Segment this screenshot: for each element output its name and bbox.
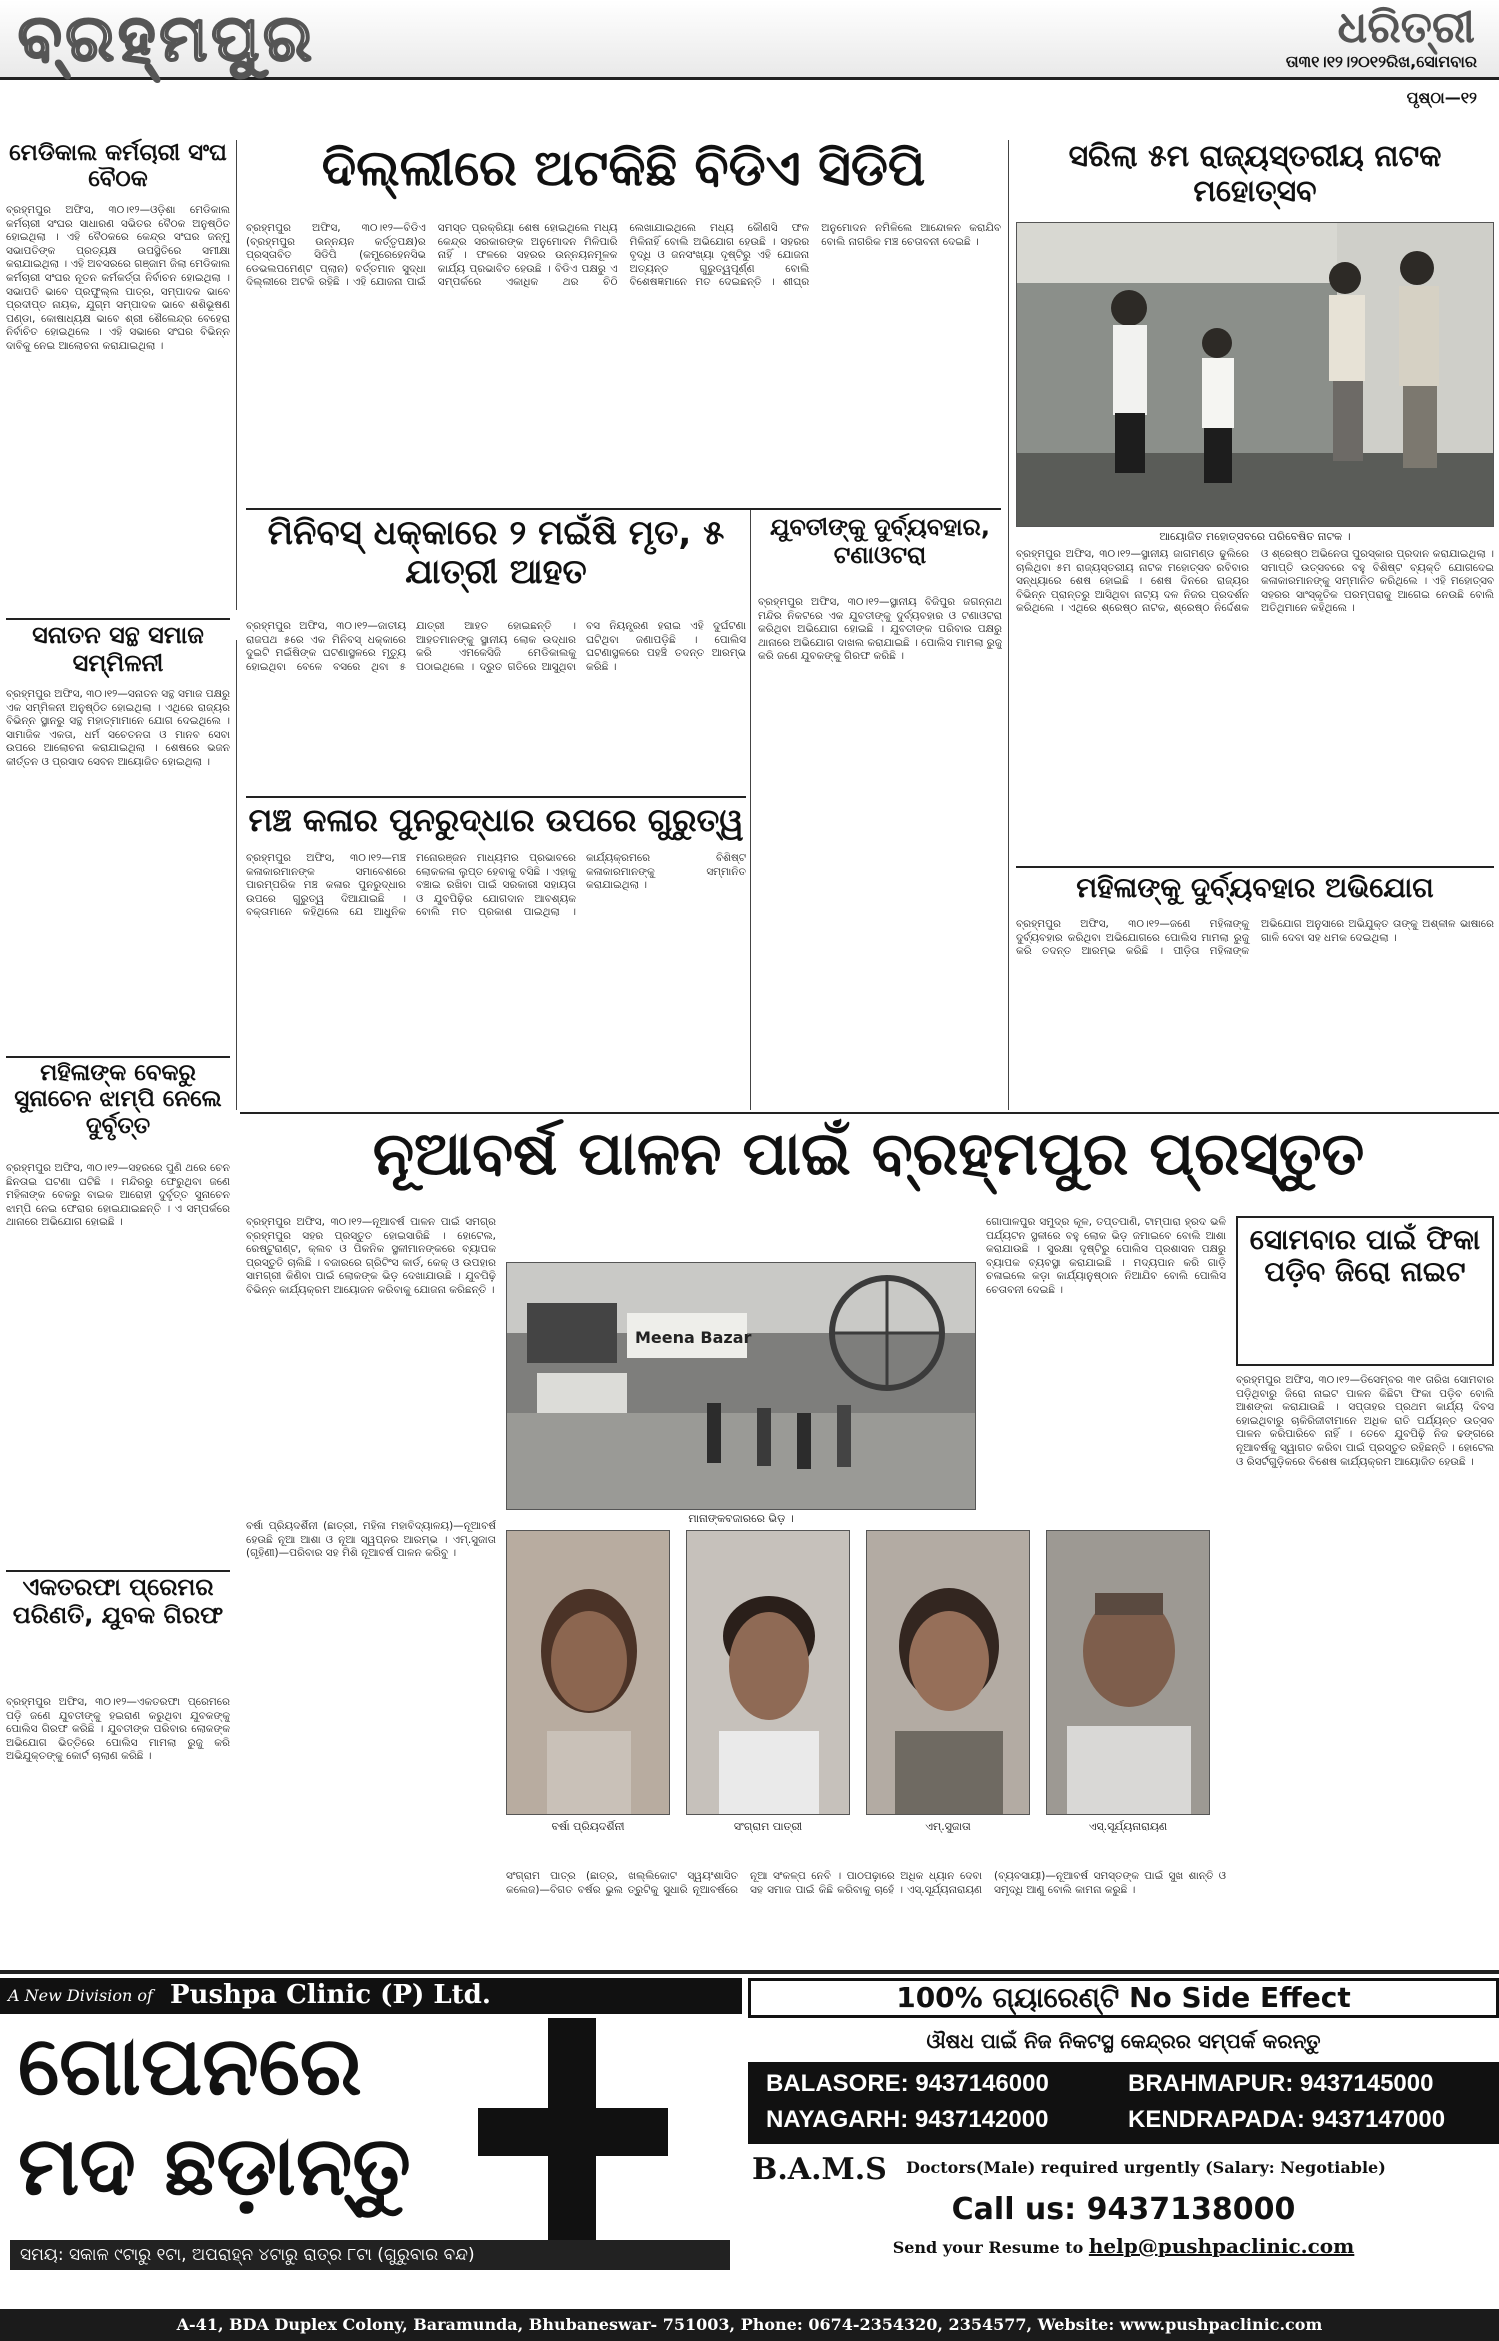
- ad-left-clinic-name: Pushpa Clinic (P) Ltd.: [170, 1980, 491, 2010]
- portrait-caption-2: ସଂଗ୍ରାମ ପାତ୍ରୀ: [733, 1820, 803, 1833]
- market-crowd-photo: [506, 1262, 976, 1510]
- story-zero-night-body: ବ୍ରହ୍ମପୁର ଅଫିସ, ୩୦।୧୨—ଡିସେମ୍ବର ୩୧ ତାରିଖ ସୋମବାର ପଡ଼ିଥିବାରୁ ଜିରୋ ନାଇଟ ପାଳନ କିଛିଟା ଫିକା ପଡ଼ିବ ବୋଲି ଆଶଙ୍କା କରାଯାଉଛି । ସପ୍ତାହର ପ୍ରଥମ କାର୍ଯ୍ୟ ଦିବସ ହୋଇଥିବାରୁ ଚାକିରିଜୀବୀମାନେ ଅଧିକ ରାତି ପର୍ଯ୍ୟନ୍ତ ଉତ୍ସବ ପାଳନ କରିପାରିବେ ନାହିଁ । ତେବେ ଯୁବପିଢ଼ି ନିଜ ଢଙ୍ଗରେ ନୂଆବର୍ଷକୁ ସ୍ୱାଗତ କରିବା ପାଇଁ ପ୍ରସ୍ତୁତ ରହିଛନ୍ତି । ହୋଟେଲ ଓ ରିସର୍ଟଗୁଡ଼ିକରେ ବିଶେଷ କାର୍ଯ୍ୟକ୍ରମ ଆୟୋଜିତ ହେଉଛି ।: [1236, 1374, 1494, 1468]
- story-new-year-body-c: ସଂଗ୍ରାମ ପାତ୍ର (ଛାତ୍ର, ଖଲ୍ଲିକୋଟ ସ୍ୱୟଂଶାସିତ କଲେଜ)—ବିଗତ ବର୍ଷର ଭୁଲ ତ୍ରୁଟିକୁ ସୁଧାରି ନୂଆବର୍ଷରେ ନୂଆ ସଂକଳ୍ପ ନେବି । ପାଠପଢ଼ାରେ ଅଧିକ ଧ୍ୟାନ ଦେବା ସହ ସମାଜ ପାଇଁ କିଛି କରିବାକୁ ଚାହେଁ । ଏସ୍.ସୂର୍ଯ୍ୟନାରାୟଣ (ବ୍ୟବସାୟୀ)—ନୂଆବର୍ଷ ସମସ୍ତଙ୍କ ପାଇଁ ସୁଖ ଶାନ୍ତି ଓ ସମୃଦ୍ଧି ଆଣୁ ବୋଲି କାମନା କରୁଛି ।: [506, 1870, 1226, 1896]
- story-new-year-headline: ନୂଆବର୍ଷ ପାଳନ ପାଇଁ ବ୍ରହ୍ମପୁର ପ୍ରସ୍ତୁତ: [372, 1119, 1365, 1189]
- story-woman-harass-headline: ମହିଳାଙ୍କୁ ଦୁର୍ବ୍ୟବହାର ଅଭିଯୋଗ: [1076, 871, 1434, 904]
- portrait-caption-3: ଏମ୍.ସୁଜାତା: [925, 1820, 971, 1833]
- ad-right-contact-line: ଔଷଧ ପାଇଁ ନିଜ ନିକଟସ୍ଥ କେନ୍ଦ୍ରର ସମ୍ପର୍କ କରନ୍ତୁ: [926, 2029, 1321, 2053]
- story-bda-cdp-body: ବ୍ରହ୍ମପୁର ଅଫିସ, ୩୦।୧୨—ବିଡିଏ (ବ୍ରହ୍ମପୁର ଉନ୍ନୟନ କର୍ତ୍ତୃପକ୍ଷ)ର ପ୍ରସ୍ତାବିତ ସିଡିପି (କମ୍ପ୍ରେହେନସିଭ ଡେଭଲପମେଣ୍ଟ ପ୍ଲାନ) ବର୍ତ୍ତମାନ ସୁଦ୍ଧା ଦିଲ୍ଲୀରେ ଅଟକି ରହିଛି । ଏହି ଯୋଜନା ପାଇଁ ସମସ୍ତ ପ୍ରକ୍ରିୟା ଶେଷ ହୋଇଥିଲେ ମଧ୍ୟ କେନ୍ଦ୍ର ସରକାରଙ୍କ ଅନୁମୋଦନ ମିଳିପାରି ନାହିଁ । ଫଳରେ ସହରର ଉନ୍ନୟନମୂଳକ କାର୍ଯ୍ୟ ପ୍ରଭାବିତ ହେଉଛି । ବିଡିଏ ପକ୍ଷରୁ ଏ ସମ୍ପର୍କରେ ଏକାଧିକ ଥର ଚିଠି ଲେଖାଯାଇଥିଲେ ମଧ୍ୟ କୌଣସି ଫଳ ମିଳିନାହିଁ ବୋଲି ଅଭିଯୋଗ ହେଉଛି । ସହରର ବୃଦ୍ଧି ଓ ଜନସଂଖ୍ୟା ଦୃଷ୍ଟିରୁ ଏହି ଯୋଜନା ଅତ୍ୟନ୍ତ ଗୁରୁତ୍ୱପୂର୍ଣ୍ଣ ବୋଲି ବିଶେଷଜ୍ଞମାନେ ମତ ଦେଇଛନ୍ତି । ଶୀଘ୍ର ଅନୁମୋଦନ ନମିଳିଲେ ଆନ୍ଦୋଳନ କରାଯିବ ବୋଲି ନାଗରିକ ମଞ୍ଚ ଚେତାବନୀ ଦେଇଛି ।: [246, 222, 1001, 289]
- portrait-sangram: [686, 1530, 850, 1815]
- story-zero-night-headline: ସୋମବାର ପାଇଁ ଫିକା ପଡ଼ିବ ଜିରୋ ନାଇଟ: [1249, 1223, 1481, 1289]
- ad-right-resume-text: Send your Resume to: [892, 2238, 1084, 2257]
- ad-left-division-text: A New Division of: [8, 1986, 153, 2005]
- story-medical-staff-headline: ମେଡିକାଲ କର୍ମଚାରୀ ସଂଘ ବୈଠକ: [9, 140, 227, 193]
- story-santh-samaj-headline: ସନାତନ ସନ୍ଥ ସମାଜ ସମ୍ମିଳନୀ: [32, 621, 204, 677]
- story-girl-harass-headline: ଯୁବତୀଙ୍କୁ ଦୁର୍ବ୍ୟବହାର, ଟଣାଓଟରା: [770, 513, 990, 569]
- story-drama-fest-headline: ସରିଲା ୫ମ ରାଜ୍ୟସ୍ତରୀୟ ନାଟକ ମହୋତ୍ସବ: [1068, 139, 1442, 209]
- portrait-row: [506, 1530, 1226, 1860]
- masthead: [0, 0, 1499, 80]
- newspaper-brand: ଧରିତ୍ରୀ: [1337, 2, 1475, 53]
- cross-icon-horizontal: [478, 2108, 668, 2156]
- center-nayagarh: NAYAGARH: 9437142000: [766, 2106, 1049, 2133]
- portrait-caption-1: ବର୍ଷା ପ୍ରିୟଦର୍ଶିନୀ: [551, 1820, 625, 1833]
- center-brahmapur: BRAHMAPUR: 9437145000: [1128, 2070, 1434, 2097]
- ad-right-email-link[interactable]: help@pushpaclinic.com: [1088, 2234, 1355, 2258]
- story-new-year-body-d: ବର୍ଷା ପ୍ରିୟଦର୍ଶିନୀ (ଛାତ୍ରୀ, ମହିଳା ମହାବିଦ୍ୟାଳୟ)—ନୂଆବର୍ଷ ହେଉଛି ନୂଆ ଆଶା ଓ ନୂଆ ସ୍ୱପ୍ନର ଆରମ୍ଭ । ଏମ୍.ସୁଜାତା (ଗୃହିଣୀ)—ପରିବାର ସହ ମିଶି ନୂଆବର୍ଷ ପାଳନ କରିବୁ ।: [246, 1520, 496, 1560]
- story-stage-art-body: ବ୍ରହ୍ମପୁର ଅଫିସ, ୩୦।୧୨—ମଞ୍ଚ କଳାକାରମାନଙ୍କ ସମାବେଶରେ ପାରମ୍ପରିକ ମଞ୍ଚ କଳାର ପୁନରୁଦ୍ଧାର ଉପରେ ଗୁରୁତ୍ୱ ଦିଆଯାଇଛି । ବକ୍ତାମାନେ କହିଥିଲେ ଯେ ଆଧୁନିକ ମନୋରଞ୍ଜନ ମାଧ୍ୟମର ପ୍ରଭାବରେ ଲୋକକଳା ଲୁପ୍ତ ହେବାକୁ ବସିଛି । ଏହାକୁ ବଞ୍ଚାଇ ରଖିବା ପାଇଁ ସରକାରୀ ସହାୟତା ଓ ଯୁବପିଢ଼ିର ଯୋଗଦାନ ଆବଶ୍ୟକ ବୋଲି ମତ ପ୍ରକାଶ ପାଇଥିଲା । କାର୍ଯ୍ୟକ୍ରମରେ ବିଶିଷ୍ଟ କଳାକାରମାନଙ୍କୁ ସମ୍ମାନିତ କରାଯାଇଥିଲା ।: [246, 852, 746, 919]
- zero-night-headline-box: [1236, 1216, 1494, 1366]
- story-chain-snatch-headline: ମହିଳାଙ୍କ ବେକରୁ ସୁନାଚେନ ଝାମ୍ପି ନେଲେ ଦୁର୍ବୃତ୍ତ: [14, 1060, 222, 1139]
- story-stage-art-headline: ମଞ୍ଚ କଳାର ପୁନରୁଦ୍ଧାର ଉପରେ ଗୁରୁତ୍ୱ: [248, 801, 744, 839]
- ad-right-call: Call us: 9437138000: [951, 2192, 1296, 2227]
- center-kendrapada: KENDRAPADA: 9437147000: [1128, 2106, 1446, 2133]
- shop-sign-text: Meena Bazar: [635, 1328, 752, 1347]
- footer-address: A-41, BDA Duplex Colony, Baramunda, Bhubaneswar- 751003, Phone: 0674-2354320, 2354577, Website: www.pushpaclinic.com: [0, 2309, 1499, 2341]
- ad-pushpa-right: [748, 1978, 1499, 2328]
- masthead-title: ବ୍ରହ୍ମପୁର: [18, 2, 316, 76]
- story-santh-samaj-body: ବ୍ରହ୍ମପୁର ଅଫିସ, ୩୦।୧୨—ସନାତନ ସନ୍ଥ ସମାଜ ପକ୍ଷରୁ ଏକ ସମ୍ମିଳନୀ ଅନୁଷ୍ଠିତ ହୋଇଥିଲା । ଏଥିରେ ରାଜ୍ୟର ବିଭିନ୍ନ ସ୍ଥାନରୁ ସନ୍ଥ ମହାତ୍ମାମାନେ ଯୋଗ ଦେଇଥିଲେ । ସାମାଜିକ ଏକତା, ଧର୍ମ ସଚେତନତା ଓ ମାନବ ସେବା ଉପରେ ଆଲୋଚନା କରାଯାଇଥିଲା । ଶେଷରେ ଭଜନ କୀର୍ତ୍ତନ ଓ ପ୍ରସାଦ ସେବନ ଆୟୋଜିତ ହୋଇଥିଲା ।: [6, 688, 230, 768]
- ad-right-bams: B.A.M.S: [752, 2152, 887, 2187]
- center-balasore: BALASORE: 9437146000: [766, 2070, 1049, 2097]
- portrait-sujata: [866, 1530, 1030, 1815]
- story-minibus-body: ବ୍ରହ୍ମପୁର ଅଫିସ, ୩୦।୧୨—ଜାତୀୟ ରାଜପଥ ୫ରେ ଏକ ମିନିବସ୍ ଧକ୍କାରେ ଦୁଇଟି ମଇଁଷିଙ୍କ ଘଟଣାସ୍ଥଳରେ ମୃତ୍ୟୁ ହୋଇଥିବା ବେଳେ ବସରେ ଥିବା ୫ ଯାତ୍ରୀ ଆହତ ହୋଇଛନ୍ତି । ଆହତମାନଙ୍କୁ ସ୍ଥାନୀୟ ଲୋକ ଉଦ୍ଧାର କରି ଏମକେସିଜି ମେଡିକାଲକୁ ପଠାଇଥିଲେ । ଦ୍ରୁତ ଗତିରେ ଆସୁଥିବା ବସ ନିୟନ୍ତ୍ରଣ ହରାଇ ଏହି ଦୁର୍ଘଟଣା ଘଟିଥିବା ଜଣାପଡ଼ିଛି । ପୋଲିସ ଘଟଣାସ୍ଥଳରେ ପହଞ୍ଚି ତଦନ୍ତ ଆରମ୍ଭ କରିଛି ।: [246, 620, 746, 673]
- story-new-year-body-a: ବ୍ରହ୍ମପୁର ଅଫିସ, ୩୦।୧୨—ନୂଆବର୍ଷ ପାଳନ ପାଇଁ ସମଗ୍ର ବ୍ରହ୍ମପୁର ସହର ପ୍ରସ୍ତୁତ ହୋଇସାରିଛି । ହୋଟେଲ, ରେଷ୍ଟୁରାଣ୍ଟ, କ୍ଲବ ଓ ପିକନିକ ସ୍ଥଳୀମାନଙ୍କରେ ବ୍ୟାପକ ପ୍ରସ୍ତୁତି ଚାଲିଛି । ବଜାରରେ ଗ୍ରିଟିଂସ କାର୍ଡ, କେକ୍ ଓ ଉପହାର ସାମଗ୍ରୀ କିଣିବା ପାଇଁ ଲୋକଙ୍କ ଭିଡ଼ ଦେଖାଯାଉଛି । ଯୁବପିଢ଼ି ବିଭିନ୍ନ କାର୍ଯ୍ୟକ୍ରମ ଆୟୋଜନ କରିବାକୁ ଯୋଜନା କରିଛନ୍ତି ।: [246, 1216, 496, 1296]
- ad-right-doctors-line: Doctors(Male) required urgently (Salary: Negotiable): [906, 2158, 1386, 2177]
- ad-left-big-line-1: ଗୋପନରେ: [18, 2019, 362, 2114]
- story-bda-cdp-headline: ଦିଲ୍ଲୀରେ ଅଟକିଛି ବିଡିଏ ସିଡିପି: [321, 139, 926, 197]
- story-woman-harass-body: ବ୍ରହ୍ମପୁର ଅଫିସ, ୩୦।୧୨—ଜଣେ ମହିଳାଙ୍କୁ ଦୁର୍ବ୍ୟବହାର କରିଥିବା ଅଭିଯୋଗରେ ପୋଲିସ ମାମଲା ରୁଜୁ କରି ତଦନ୍ତ ଆରମ୍ଭ କରିଛି । ପୀଡ଼ିତା ମହିଳାଙ୍କ ଅଭିଯୋଗ ଅନୁସାରେ ଅଭିଯୁକ୍ତ ତାଙ୍କୁ ଅଶ୍ଳୀଳ ଭାଷାରେ ଗାଳି ଦେବା ସହ ଧମକ ଦେଇଥିଲା ।: [1016, 918, 1494, 958]
- story-oneside-love-body: ବ୍ରହ୍ମପୁର ଅଫିସ, ୩୦।୧୨—ଏକତରଫା ପ୍ରେମରେ ପଡ଼ି ଜଣେ ଯୁବତୀଙ୍କୁ ହଇରାଣ କରୁଥିବା ଯୁବକଙ୍କୁ ପୋଲିସ ଗିରଫ କରିଛି । ଯୁବତୀଙ୍କ ପରିବାର ଲୋକଙ୍କ ଅଭିଯୋଗ ଭିତ୍ତିରେ ପୋଲିସ ମାମଲା ରୁଜୁ କରି ଅଭିଯୁକ୍ତଙ୍କୁ କୋର୍ଟ ଚାଲାଣ କରିଛି ।: [6, 1696, 230, 1763]
- ad-right-centers: [748, 2062, 1499, 2144]
- story-minibus-headline: ମିନିବସ୍ ଧକ୍କାରେ ୨ ମଇଁଷି ମୃତ, ୫ ଯାତ୍ରୀ ଆହତ: [267, 513, 725, 593]
- ad-right-guarantee: 100% ଗ୍ୟାରେଣ୍ଟି No Side Effect: [748, 1978, 1499, 2018]
- page-number: ପୃଷ୍ଠା—୧୨: [1406, 88, 1477, 107]
- ad-right-resume-line: [748, 2234, 1499, 2258]
- story-drama-fest-body: ବ୍ରହ୍ମପୁର ଅଫିସ, ୩୦।୧୨—ସ୍ଥାନୀୟ ଜାଗମଣ୍ଡ ଢୁଲିରେ ଚାଲିଥିବା ୫ମ ରାଜ୍ୟସ୍ତରୀୟ ନାଟକ ମହୋତ୍ସବ ରବିବାର ସନ୍ଧ୍ୟାରେ ଶେଷ ହୋଇଛି । ଶେଷ ଦିନରେ ରାଜ୍ୟର ବିଭିନ୍ନ ପ୍ରାନ୍ତରୁ ଆସିଥିବା ନାଟ୍ୟ ଦଳ ନିଜର ପ୍ରଦର୍ଶନ କରିଥିଲେ । ଏଥିରେ ଶ୍ରେଷ୍ଠ ନାଟକ, ଶ୍ରେଷ୍ଠ ନିର୍ଦ୍ଦେଶକ ଓ ଶ୍ରେଷ୍ଠ ଅଭିନେତା ପୁରସ୍କାର ପ୍ରଦାନ କରାଯାଇଥିଲା । ସମାପ୍ତି ଉତ୍ସବରେ ବହୁ ବିଶିଷ୍ଟ ବ୍ୟକ୍ତି ଯୋଗଦେଇ କଳାକାରମାନଙ୍କୁ ସମ୍ମାନିତ କରିଥିଲେ । ଏହି ମହୋତ୍ସବ ସହରର ସାଂସ୍କୃତିକ ପରମ୍ପରାକୁ ଆଗେଇ ନେଉଛି ବୋଲି ଅତିଥିମାନେ କହିଥିଲେ ।: [1016, 548, 1494, 615]
- drama-photo-caption: ଆୟୋଜିତ ମହୋତ୍ସବରେ ପରିବେଷିତ ନାଟକ ।: [1159, 530, 1351, 543]
- portrait-caption-4: ଏସ୍.ସୂର୍ଯ୍ୟନାରାୟଣ: [1088, 1820, 1168, 1833]
- ad-left-big-line-2: ମଦ ଛଡ଼ାନ୍ତୁ: [18, 2119, 411, 2214]
- ad-left-timing: ସମୟ: ସକାଳ ୯ଟାରୁ ୧ଟା, ଅପରାହ୍ନ ୪ଟାରୁ ରାତ୍ର ୮ଟା (ଗୁରୁବାର ବନ୍ଦ): [10, 2240, 730, 2270]
- portrait-suryanarayana: [1046, 1530, 1210, 1815]
- drama-stage-photo: [1016, 222, 1494, 527]
- story-oneside-love-headline: ଏକତରଫା ପ୍ରେମର ପରିଣତି, ଯୁବକ ଗିରଫ: [12, 1573, 224, 1629]
- ad-left-banner: [0, 1978, 742, 2014]
- story-medical-staff-body: ବ୍ରହ୍ମପୁର ଅଫିସ, ୩୦।୧୨—ଓଡ଼ିଶା ମେଡିକାଲ କର୍ମଚାରୀ ସଂଘର ସାଧାରଣ ସଭିତର ବୈଠକ ଅନୁଷ୍ଠିତ ହୋଇଥିଲା । ଏହି ବୈଠକରେ କେନ୍ଦ୍ର ସଂଘର ଜନ୍ମୁ ସଭାପତିଙ୍କ ପ୍ରତ୍ୟକ୍ଷ ଉପସ୍ଥିତିରେ ସମୀକ୍ଷା କରାଯାଇଥିଲା । ଏହି ଅବସରରେ ଗଞ୍ଜାମ ଜିଲା ମେଡିକାଲ କର୍ମଚାରୀ ସଂଘର ନୂତନ କର୍ମକର୍ତ୍ତା ନିର୍ବାଚନ ହୋଇଥିଲା । ସଭାପତି ଭାବେ ପ୍ରଫୁଲ୍ଲ ପାତ୍ର, ସମ୍ପାଦକ ଭାବେ ପ୍ରଦୀପ୍ତ ନାୟକ, ଯୁଗ୍ମ ସମ୍ପାଦକ ଭାବେ ଶଶିଭୂଷଣ ପଣ୍ଡା, କୋଷାଧ୍ୟକ୍ଷ ଭାବେ ଶ୍ରୀ ଶୈଲେନ୍ଦ୍ର ବେହେରା ନିର୍ବାଚିତ ହୋଇଥିଲେ । ଏହି ସଭାରେ ସଂଘର ବିଭିନ୍ନ ଦାବିକୁ ନେଇ ଆଲୋଚନା କରାଯାଇଥିଲା ।: [6, 204, 230, 352]
- ad-pushpa-left: [0, 1978, 742, 2328]
- portrait-varsha: [506, 1530, 670, 1815]
- story-new-year-body-b: ଗୋପାଳପୁର ସମୁଦ୍ର କୂଳ, ତପ୍ତପାଣି, ଟାମ୍ପାରା ହ୍ରଦ ଭଳି ପର୍ଯ୍ୟଟନ ସ୍ଥଳୀରେ ବହୁ ଲୋକ ଭିଡ଼ ଜମାଇବେ ବୋଲି ଆଶା କରାଯାଉଛି । ସୁରକ୍ଷା ଦୃଷ୍ଟିରୁ ପୋଲିସ ପ୍ରଶାସନ ପକ୍ଷରୁ ବ୍ୟାପକ ବ୍ୟବସ୍ଥା କରାଯାଇଛି । ମଦ୍ୟପାନ କରି ଗାଡ଼ି ଚଳାଇଲେ କଡ଼ା କାର୍ଯ୍ୟାନୁଷ୍ଠାନ ନିଆଯିବ ବୋଲି ପୋଲିସ ଚେତାବନୀ ଦେଇଛି ।: [986, 1216, 1226, 1296]
- story-chain-snatch-body: ବ୍ରହ୍ମପୁର ଅଫିସ, ୩୦।୧୨—ସହରରେ ପୁଣି ଥରେ ଚେନ ଛିନତାଇ ଘଟଣା ଘଟିଛି । ମନ୍ଦିରରୁ ଫେରୁଥିବା ଜଣେ ମହିଳାଙ୍କ ବେକରୁ ବାଇକ ଆରୋହୀ ଦୁର୍ବୃତ୍ତ ସୁନାଚେନ ଝାମ୍ପି ନେଇ ଫେରାର ହୋଇଯାଇଛନ୍ତି । ଏ ସମ୍ପର୍କରେ ଥାନାରେ ଅଭିଯୋଗ ହୋଇଛି ।: [6, 1162, 230, 1229]
- date-line: ତା୩୧।୧୨।୨୦୧୨ରିଖ,ସୋମବାର: [1285, 52, 1477, 71]
- story-girl-harass-body: ବ୍ରହ୍ମପୁର ଅଫିସ, ୩୦।୧୨—ସ୍ଥାନୀୟ ବିଜିପୁର ଜଗନ୍ନାଥ ମନ୍ଦିର ନିକଟରେ ଏକ ଯୁବତୀଙ୍କୁ ଦୁର୍ବ୍ୟବହାର ଓ ଟଣାଓଟରା କରିଥିବା ଅଭିଯୋଗ ହୋଇଛି । ଯୁବତୀଙ୍କ ପରିବାର ପକ୍ଷରୁ ଥାନାରେ ଅଭିଯୋଗ ଦାଖଲ କରାଯାଇଛି । ପୋଲିସ ମାମଲା ରୁଜୁ କରି ଜଣେ ଯୁବକଙ୍କୁ ଗିରଫ କରିଛି ।: [758, 596, 1002, 663]
- market-photo-caption: ମାନାଙ୍କବଜାରରେ ଭିଡ଼ ।: [688, 1512, 794, 1525]
